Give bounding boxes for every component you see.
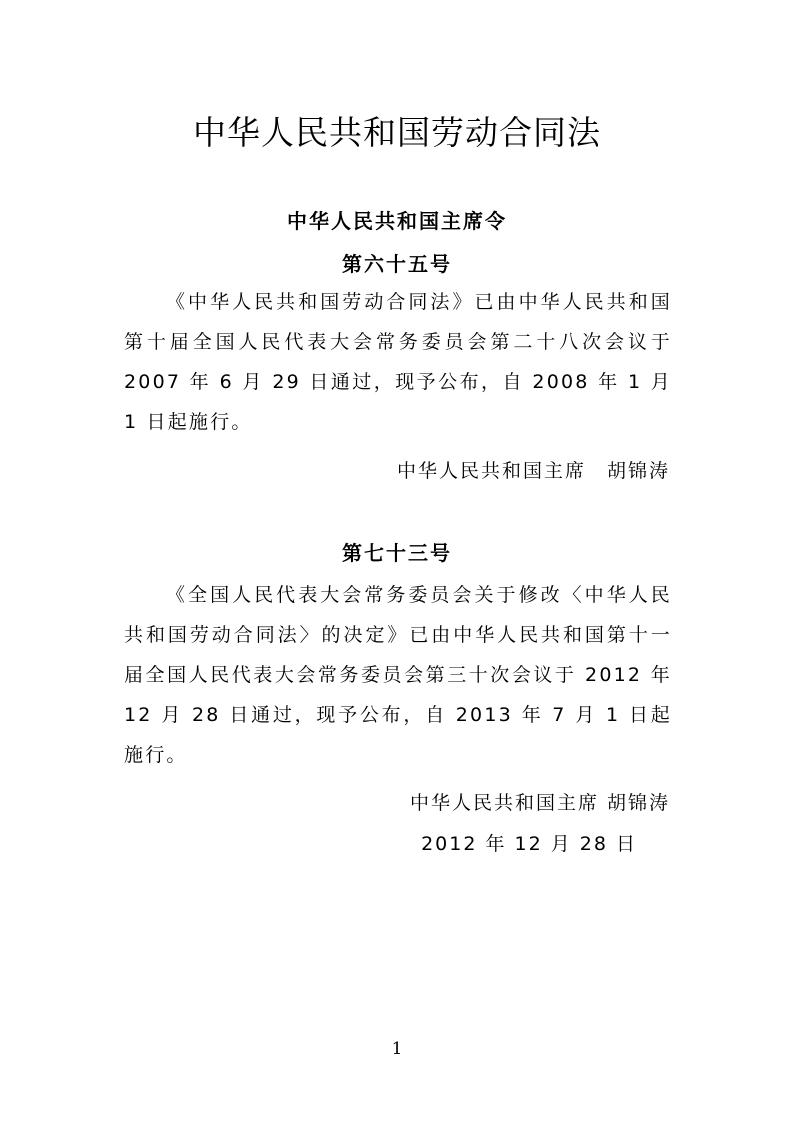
order-65-text: 《中华人民共和国劳动合同法》已由中华人民共和国第十届全国人民代表大会常务委员会第二十八次会议于 2007 年 6 月 29 日通过，现予公布，自 2008 年 1 月 1 日起施行。 [124,291,672,433]
order-65-signature: 中华人民共和国主席 胡锦涛 [396,460,670,482]
order-73-text: 《全国人民代表大会常务委员会关于修改〈中华人民共和国劳动合同法〉的决定》已由中华人民共和国第十一届全国人民代表大会常务委员会第三十次会议于 2012 年 12 月 28 日通过，现予公布，自 2013 年 7 月 1 日起施行。 [124,584,672,766]
document-title: 中华人民共和国劳动合同法 [193,113,601,152]
order-number-65: 第六十五号 [342,252,452,276]
page-number: 1 [391,1039,403,1059]
order-number-73: 第七十三号 [342,541,452,565]
order-heading: 中华人民共和国主席令 [287,209,507,233]
order-73-date: 2012 年 12 月 28 日 [421,833,637,855]
order-73-signature: 中华人民共和国主席 胡锦涛 [409,792,670,814]
